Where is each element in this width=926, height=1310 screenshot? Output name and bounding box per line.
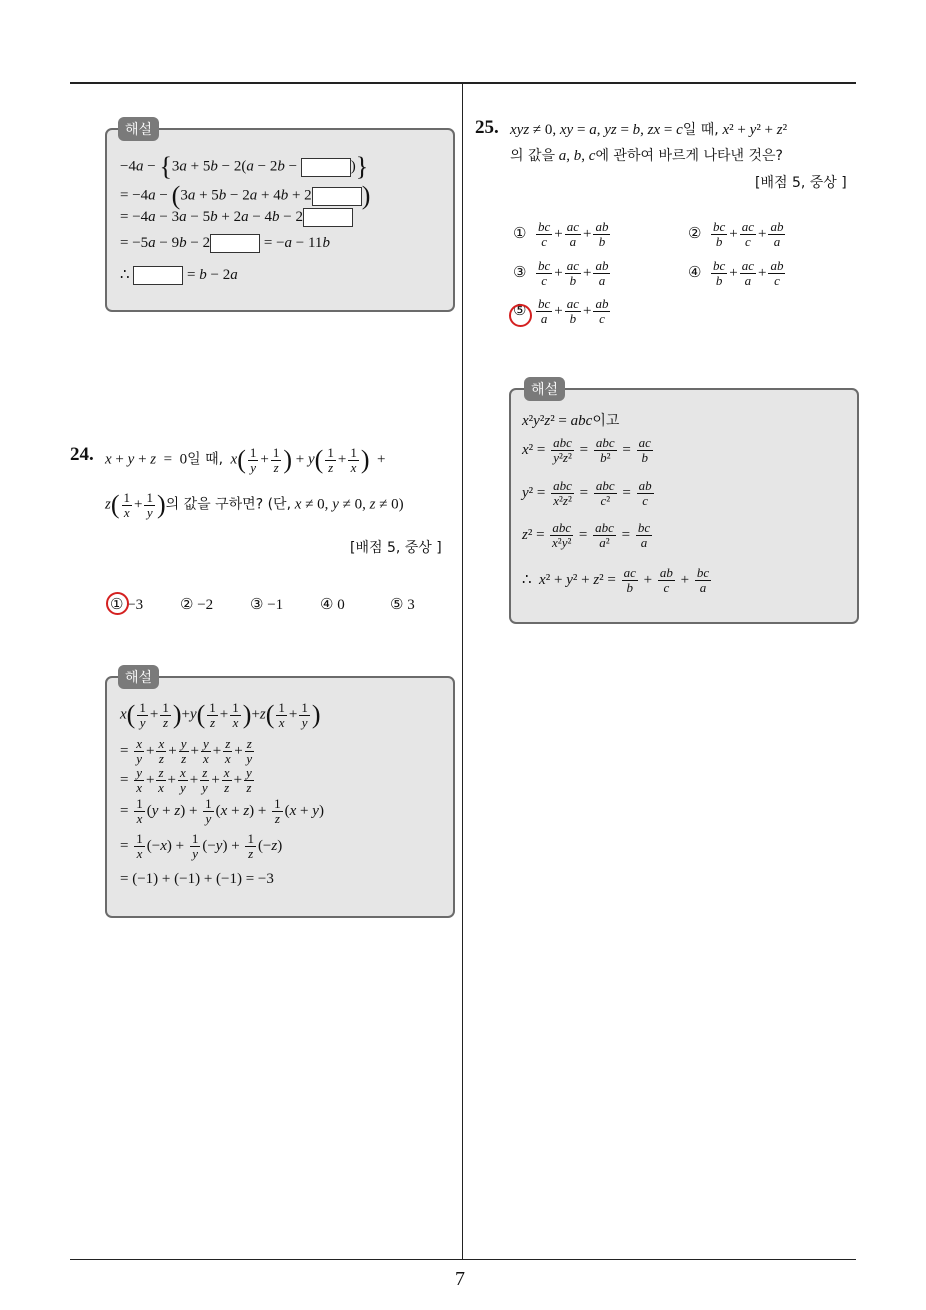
q25-solution-label: 해설 — [524, 377, 565, 401]
q24-solution-line-6: = (−1) + (−1) + (−1) = −3 — [120, 871, 274, 887]
q23-solution-line-1: −4a − {3a + 5b − 2(a − 2b − )} — [120, 152, 369, 181]
q24-question-line-1: x + y + z = 0일 때, x( $\frac{1}{y}$ + $\frac{1}{z}$ ) + y( $\frac{1}{z}$ + $\frac{1}{x}$ ) + — [105, 444, 386, 475]
q25-solution-line-2: x² = $\frac{\text{abc}}{\text{y²z²}}$ = $\frac{\text{abc}}{\text{b²}}$ = $\frac{ac}{b}$ — [522, 435, 651, 465]
q25-solution-line-3: y² = $\frac{\text{abc}}{\text{x²z²}}$ = $\frac{\text{abc}}{\text{c²}}$ = $\frac{ab}{c}$ — [522, 478, 652, 508]
q23-solution-label: 해설 — [118, 117, 159, 141]
q25-solution-line-5: ∴ x² + y² + z² = $\frac{ac}{b}$ + $\frac{ab}{c}$ + $\frac{bc}{a}$ — [522, 565, 710, 595]
answer-blank — [312, 187, 362, 206]
q24-question-line-2: z( $\frac{1}{x}$ + $\frac{1}{y}$ )의 값을 구하면? (단, x ≠ 0, y ≠ 0, z ≠ 0) — [105, 489, 404, 520]
q24-solution-line-2: = $\frac{x}{y}$ + $\frac{x}{z}$ + $\frac{y}{z}$ + $\frac{y}{x}$ + $\frac{z}{x}$ + $\frac{z}{y}$ — [120, 736, 253, 766]
q25-number: 25. — [475, 117, 499, 138]
q24-solution-line-1: x( $\frac{1}{y}$ + $\frac{1}{z}$ )+y( $\frac{1}{z}$ + $\frac{1}{x}$ )+z( $\frac{1}{x}$ + $\frac{1}{y}$ ) — [120, 699, 321, 730]
q23-solution-line-3: = −4a − 3a − 5b + 2a − 4b − 2 — [120, 208, 353, 227]
q25-answer-mark — [509, 304, 532, 327]
answer-blank — [210, 234, 260, 253]
q24-choice-4[interactable]: ④ 0 — [320, 597, 345, 613]
answer-blank — [303, 208, 353, 227]
q24-choice-1[interactable]: ① −3 — [110, 597, 144, 613]
q25-choice-1[interactable]: ① $\frac{bc}{c}$ + $\frac{ac}{a}$ + $\frac{ab}{b}$ — [513, 219, 609, 249]
q24-choice-2[interactable]: ② −2 — [180, 597, 214, 613]
q24-number: 24. — [70, 444, 94, 465]
q24-solution-line-4: = $\frac{1}{x}$ (y + z) + $\frac{1}{y}$ (x + z) + $\frac{1}{z}$ (x + y) — [120, 796, 324, 826]
q25-choice-2[interactable]: ② $\frac{bc}{b}$ + $\frac{ac}{c}$ + $\frac{ab}{a}$ — [688, 219, 784, 249]
q24-meta: [배점 5, 중상 ] — [350, 540, 442, 556]
q25-question-line-2: 의 값을 a, b, c에 관하여 바르게 나타낸 것은? — [510, 148, 783, 164]
page-number: 7 — [455, 1268, 465, 1290]
q24-choice-3[interactable]: ③ −1 — [250, 597, 284, 613]
q25-choice-4[interactable]: ④ $\frac{bc}{b}$ + $\frac{ac}{a}$ + $\frac{ab}{c}$ — [688, 258, 784, 288]
bottom-rule — [70, 1259, 856, 1260]
answer-blank — [301, 158, 351, 177]
q25-choice-5[interactable]: ⑤ $\frac{bc}{a}$ + $\frac{ac}{b}$ + $\frac{ab}{c}$ — [513, 296, 609, 326]
q25-choice-3[interactable]: ③ $\frac{bc}{c}$ + $\frac{ac}{b}$ + $\frac{ab}{a}$ — [513, 258, 609, 288]
q23-solution-line-4: = −5a − 9b − 2 = −a − 11b — [120, 234, 330, 253]
q24-solution-label: 해설 — [118, 665, 159, 689]
q25-meta: [배점 5, 중상 ] — [755, 175, 847, 191]
q25-solution-line-4: z² = $\frac{\text{abc}}{\text{x²y²}}$ = $\frac{\text{abc}}{\text{a²}}$ = $\frac{bc}{a}$ — [522, 520, 651, 550]
q23-solution-line-5: ∴ = b − 2a — [120, 265, 238, 285]
answer-blank — [133, 266, 183, 285]
q23-solution-line-2: = −4a − (3a + 5b − 2a + 4b + 2 ) — [120, 181, 371, 210]
q24-solution-line-3: = $\frac{y}{x}$ + $\frac{z}{x}$ + $\frac{x}{y}$ + $\frac{z}{y}$ + $\frac{x}{z}$ + $\frac{y}{z}$ — [120, 765, 252, 795]
top-rule — [70, 82, 856, 84]
q25-solution-line-1: x²y²z² = abc이고 — [522, 413, 620, 429]
column-divider — [462, 84, 463, 1260]
q25-question-line-1: xyz ≠ 0, xy = a, yz = b, zx = c일 때, x² + y² + z² — [510, 122, 788, 138]
q24-choice-5[interactable]: ⑤ 3 — [390, 597, 415, 613]
q24-solution-line-5: = $\frac{1}{x}$ (−x) + $\frac{1}{y}$ (−y) + $\frac{1}{z}$ (−z) — [120, 831, 283, 861]
q24-answer-mark — [106, 592, 129, 615]
